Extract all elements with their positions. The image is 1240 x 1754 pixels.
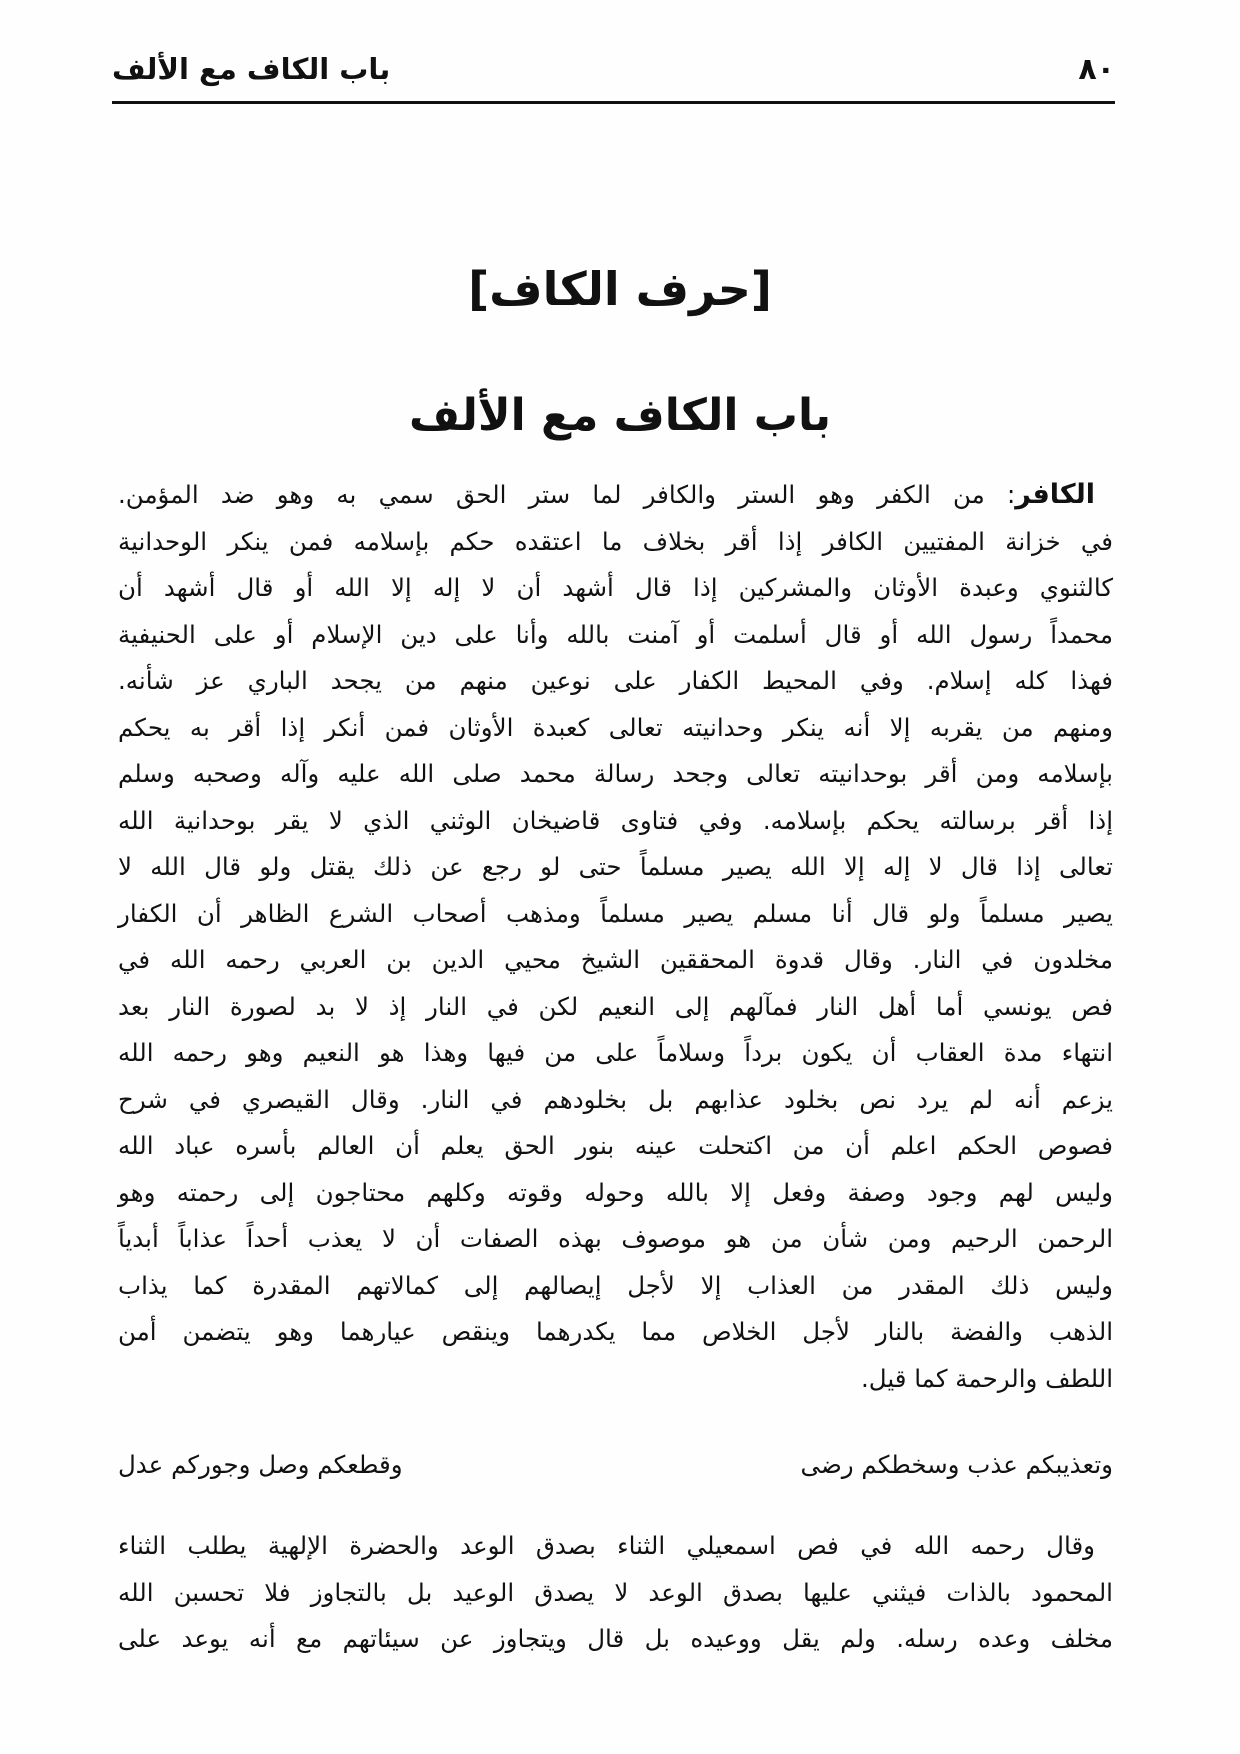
poetry-verse [118,1450,1113,1496]
text-line: الكافر: من الكفر وهو الستر والكافر لما ستر الحق سمي به وهو ضد المؤمن. [118,479,1095,510]
text-line: المحمود بالذات فيثني عليها بصدق الوعد لا يصدق الوعيد بل بالتجاوز فلا تحسبن الله [118,1577,1113,1607]
entry-body [118,472,1113,1402]
text-line: تعالى إذا قال لا إله إلا الله يصير مسلماً حتى لو رجع عن ذلك يقتل ولو قال الله لا [118,852,1113,881]
text-line: فص يونسي أما أهل النار فمآلهم إلى النعيم لكن في النار إذ لا بد لصورة النار بعد [118,991,1113,1021]
text-line: يزعم أنه لم يرد نص بخلود عذابهم بل بخلودهم في النار. وقال القيصري في شرح [118,1084,1113,1114]
text-line: مخلدون في النار. وقال قدوة المحققين الشيخ محيي الدين بن العربي رحمه الله في [118,945,1113,974]
text-line: الذهب والفضة بالنار لأجل الخلاص مما يكدرهما وينقص عيارهما وهو يتضمن أمن [118,1317,1113,1346]
text-line: في خزانة المفتيين الكافر إذا أقر بخلاف ما اعتقده حكم بإسلامه فمن ينكر الوحدانية [118,526,1113,556]
text-line: بإسلامه ومن أقر بوحدانيته تعالى وجحد رسالة محمد صلى الله عليه وآله وصحبه وسلم [118,759,1113,788]
text-line: يصير مسلماً ولو قال أنا مسلم يصير مسلماً ومذهب أصحاب الشرع الظاهر أن الكفار [118,898,1113,928]
section-title: باب الكاف مع الألف [408,390,832,441]
verse-hemistich-second: وقطعكم وصل وجوركم عدل [118,1450,403,1479]
text-line: محمداً رسول الله أو قال أسلمت أو آمنت بالله وأنا على دين الإسلام أو على الحنيفية [118,619,1113,649]
text-line: اللطف والرحمة كما قيل. [860,1363,1113,1393]
text-line: ومنهم من يقربه إلا أنه ينكر وحدانيته تعالى كعبدة الأوثان فمن أنكر إذا أقر به يحكم [118,712,1113,742]
chapter-title: [حرف الكاف] [468,262,772,316]
text-line: مخلف وعده رسله. ولم يقل ووعيده بل قال ويتجاوز عن سيئاتهم مع أنه يوعد على [118,1624,1113,1653]
text-line: فهذا كله إسلام. وفي المحيط الكفار على نوعين منهم من يجحد الباري عز شأنه. [118,666,1113,695]
text-line: وقال رحمه الله في فص اسمعيلي الثناء بصدق الوعد والحضرة الإلهية يطلب الثناء [118,1531,1095,1560]
running-header [112,48,1115,98]
running-title: باب الكاف مع الألف [112,52,391,86]
text-line: إذا أقر برسالته يحكم بإسلامه. وفي فتاوى قاضيخان الوثني الذي لا يقر بوحدانية الله [118,805,1113,835]
text-line: الرحمن الرحيم ومن شأن من هو موصوف بهذه الصفات أن لا يعذب أحداً عذاباً أبدياً [118,1224,1113,1253]
text-line: وليس لهم وجود وصفة وفعل إلا بالله وحوله وقوته وكلهم محتاجون إلى رحمته وهو [118,1177,1113,1207]
continuation-paragraph [118,1523,1113,1663]
text-line: انتهاء مدة العقاب أن يكون برداً وسلاماً على من فيها وهذا هو النعيم وهو رحمه الله [118,1038,1113,1067]
text-line: كالثنوي وعبدة الأوثان والمشركين إذا قال أشهد أن لا إله إلا الله أو قال أشهد أن [118,573,1113,602]
verse-hemistich-first: وتعذيبكم عذب وسخطكم رضى [800,1450,1113,1479]
header-rule [112,101,1115,104]
text-line: فصوص الحكم اعلم أن من اكتحلت عينه بنور الحق يعلم أن العالم بأسره عباد الله [118,1131,1113,1160]
text-line: وليس ذلك المقدر من العذاب إلا لأجل إيصالهم إلى كمالاتهم المقدرة كما يذاب [118,1270,1113,1300]
entry-term: الكافر [1015,479,1095,510]
page-number: ٨٠ [1078,52,1115,87]
